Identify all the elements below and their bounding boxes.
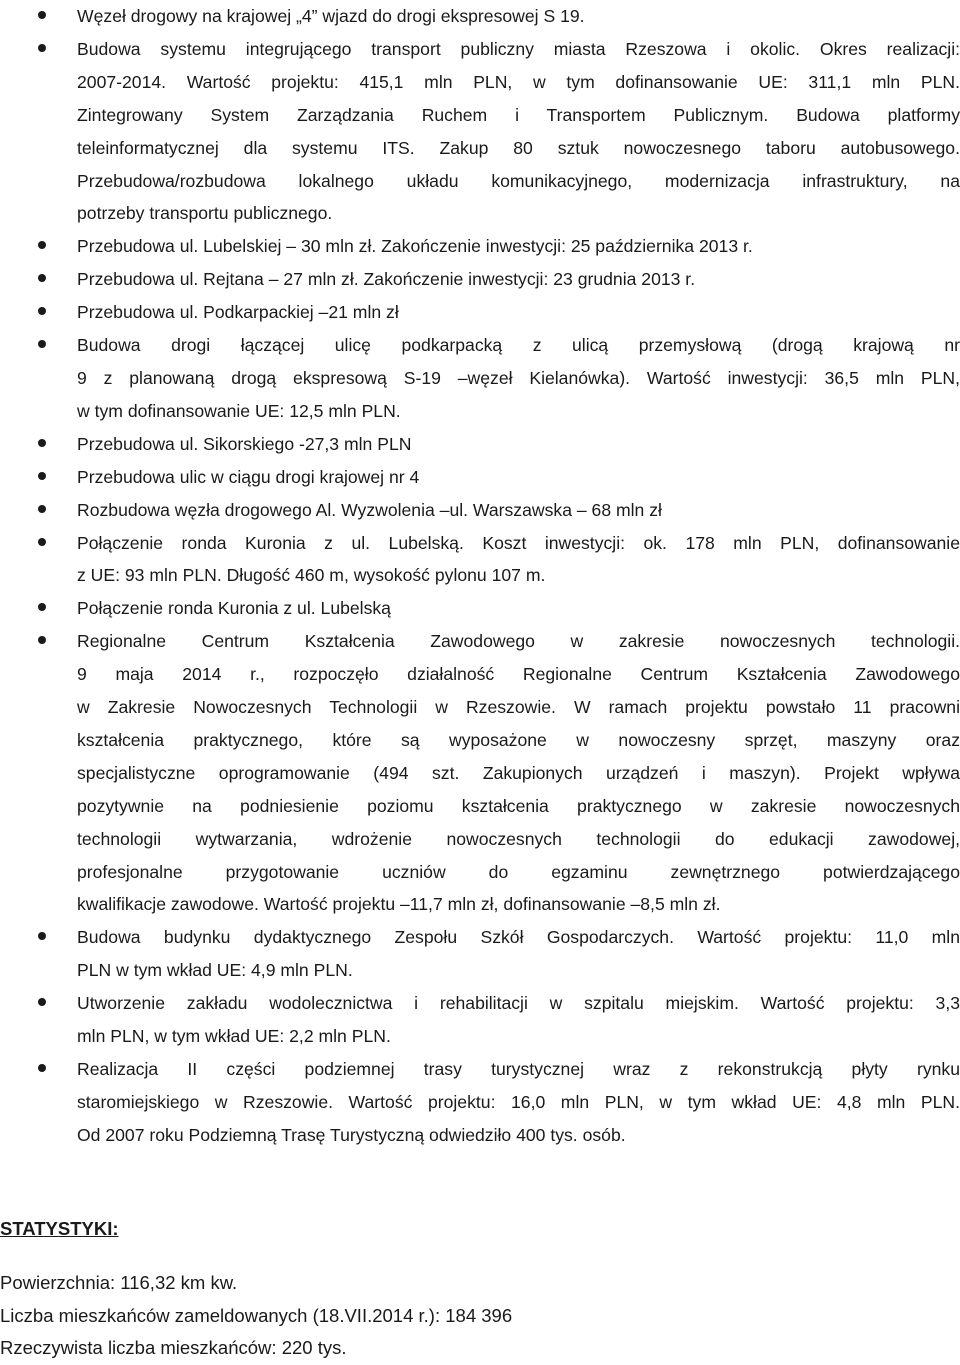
statistics-section bbox=[0, 1212, 960, 1365]
list-item-line: z UE: 93 mln PLN. Długość 460 m, wysokość pylonu 107 m. bbox=[77, 565, 546, 586]
list-item-line: Połączenie ronda Kuronia z ul. Lubelską. Koszt inwestycji: ok. 178 mln PLN, dofinansowanie bbox=[77, 532, 960, 553]
list-item-line: Budowa drogi łączącej ulicę podkarpacką z ulicą przemysłową (drogą krajową nr bbox=[77, 335, 960, 356]
list-item-line: Przebudowa ulic w ciągu drogi krajowej nr 4 bbox=[77, 466, 420, 487]
list-item-line: Przebudowa ul. Sikorskiego -27,3 mln PLN bbox=[77, 433, 412, 454]
list-item-line: Realizacja II części podziemnej trasy turystycznej wraz z rekonstrukcją płyty rynku bbox=[77, 1059, 960, 1079]
list-item-line: profesjonalne przygotowanie uczniów do egzaminu zewnętrznego potwierdzającego bbox=[77, 861, 960, 882]
list-item-line: Budowa systemu integrującego transport publiczny miasta Rzeszowa i okolic. Okres realizacji: bbox=[77, 38, 960, 59]
list-item bbox=[0, 987, 960, 1053]
list-item bbox=[0, 329, 960, 428]
list-item-line: w Zakresie Nowoczesnych Technologii w Rzeszowie. W ramach projektu powstało 11 pracowni bbox=[77, 697, 960, 718]
list-item-line: Węzeł drogowy na krajowej „4” wjazd do drogi ekspresowej S 19. bbox=[77, 6, 585, 26]
list-item-line: Przebudowa ul. Podkarpackiej –21 mln zł bbox=[77, 302, 399, 323]
list-item bbox=[0, 625, 960, 921]
list-item-line: Od 2007 roku Podziemną Trasę Turystyczną odwiedziło 400 tys. osób. bbox=[77, 1124, 626, 1145]
list-item-line: Budowa budynku dydaktycznego Zespołu Szkół Gospodarczych. Wartość projektu: 11,0 mln bbox=[77, 927, 960, 948]
list-item-line: kwalifikacje zawodowe. Wartość projektu –11,7 mln zł, dofinansowanie –8,5 mln zł. bbox=[77, 894, 721, 915]
list-item-line: kształcenia praktycznego, które są wyposażone w nowoczesny sprzęt, maszyny oraz bbox=[77, 729, 960, 750]
list-item-line: Rozbudowa węzła drogowego Al. Wyzwolenia –ul. Warszawska – 68 mln zł bbox=[77, 499, 662, 520]
list-item-line: Przebudowa ul. Lubelskiej – 30 mln zł. Zakończenie inwestycji: 25 października 2013 r. bbox=[77, 236, 753, 257]
list-item-line: Zintegrowany System Zarządzania Ruchem i Transportem Publicznym. Budowa platformy bbox=[77, 104, 960, 125]
list-item-line: technologii wytwarzania, wdrożenie nowoczesnych technologii do edukacji zawodowej, bbox=[77, 828, 960, 849]
list-item-line: mln PLN, w tym wkład UE: 2,2 mln PLN. bbox=[77, 1026, 391, 1047]
list-item-line: 9 z planowaną drogą ekspresową S-19 –węzeł Kielanówka). Wartość inwestycji: 36,5 mln PLN, bbox=[77, 367, 960, 388]
list-item-line: Połączenie ronda Kuronia z ul. Lubelską bbox=[77, 598, 391, 619]
list-item bbox=[0, 0, 960, 33]
list-item-line: teleinformatycznej dla systemu ITS. Zakup 80 sztuk nowoczesnego taboru autobusowego. bbox=[77, 137, 960, 158]
statistics-actual-population: Rzeczywista liczba mieszkańców: 220 tys. bbox=[0, 1337, 347, 1359]
list-item-line: 9 maja 2014 r., rozpoczęło działalność Regionalne Centrum Kształcenia Zawodowego bbox=[77, 664, 960, 685]
list-item-line: Przebudowa/rozbudowa lokalnego układu komunikacyjnego, modernizacja infrastruktury, na bbox=[77, 170, 960, 191]
list-item bbox=[0, 1053, 960, 1152]
list-item-line: PLN w tym wkład UE: 4,9 mln PLN. bbox=[77, 960, 353, 981]
list-item-line: Przebudowa ul. Rejtana – 27 mln zł. Zakończenie inwestycji: 23 grudnia 2013 r. bbox=[77, 269, 696, 290]
list-item bbox=[0, 296, 960, 329]
list-item-line: Utworzenie zakładu wodolecznictwa i rehabilitacji w szpitalu miejskim. Wartość projektu: 3,3 bbox=[77, 993, 960, 1014]
list-item bbox=[0, 263, 960, 296]
list-item bbox=[0, 33, 960, 230]
list-item bbox=[0, 428, 960, 461]
statistics-area: Powierzchnia: 116,32 km kw. bbox=[0, 1272, 238, 1293]
list-item bbox=[0, 527, 960, 593]
list-item-line: w tym dofinansowanie UE: 12,5 mln PLN. bbox=[77, 400, 401, 421]
list-item-line: Regionalne Centrum Kształcenia Zawodowego w zakresie nowoczesnych technologii. bbox=[77, 631, 960, 652]
list-item-line: 2007-2014. Wartość projektu: 415,1 mln PLN, w tym dofinansowanie UE: 311,1 mln PLN. bbox=[77, 71, 960, 92]
statistics-registered-population: Liczba mieszkańców zameldowanych (18.VII.2014 r.): 184 396 bbox=[0, 1304, 513, 1326]
list-item-line: pozytywnie na podniesienie poziomu kształcenia praktycznego w zakresie nowoczesnych bbox=[77, 795, 960, 816]
list-item bbox=[0, 494, 960, 527]
list-item bbox=[0, 921, 960, 987]
list-item bbox=[0, 592, 960, 625]
list-item-line: specjalistyczne oprogramowanie (494 szt. Zakupionych urządzeń i maszyn). Projekt wpływa bbox=[77, 762, 960, 783]
statistics-heading: STATYSTYKI: bbox=[0, 1218, 119, 1239]
list-item bbox=[0, 230, 960, 263]
list-item-line: staromiejskiego w Rzeszowie. Wartość projektu: 16,0 mln PLN, w tym wkład UE: 4,8 mln PLN. bbox=[77, 1091, 960, 1112]
list-item-line: potrzeby transportu publicznego. bbox=[77, 203, 333, 224]
list-item bbox=[0, 461, 960, 494]
